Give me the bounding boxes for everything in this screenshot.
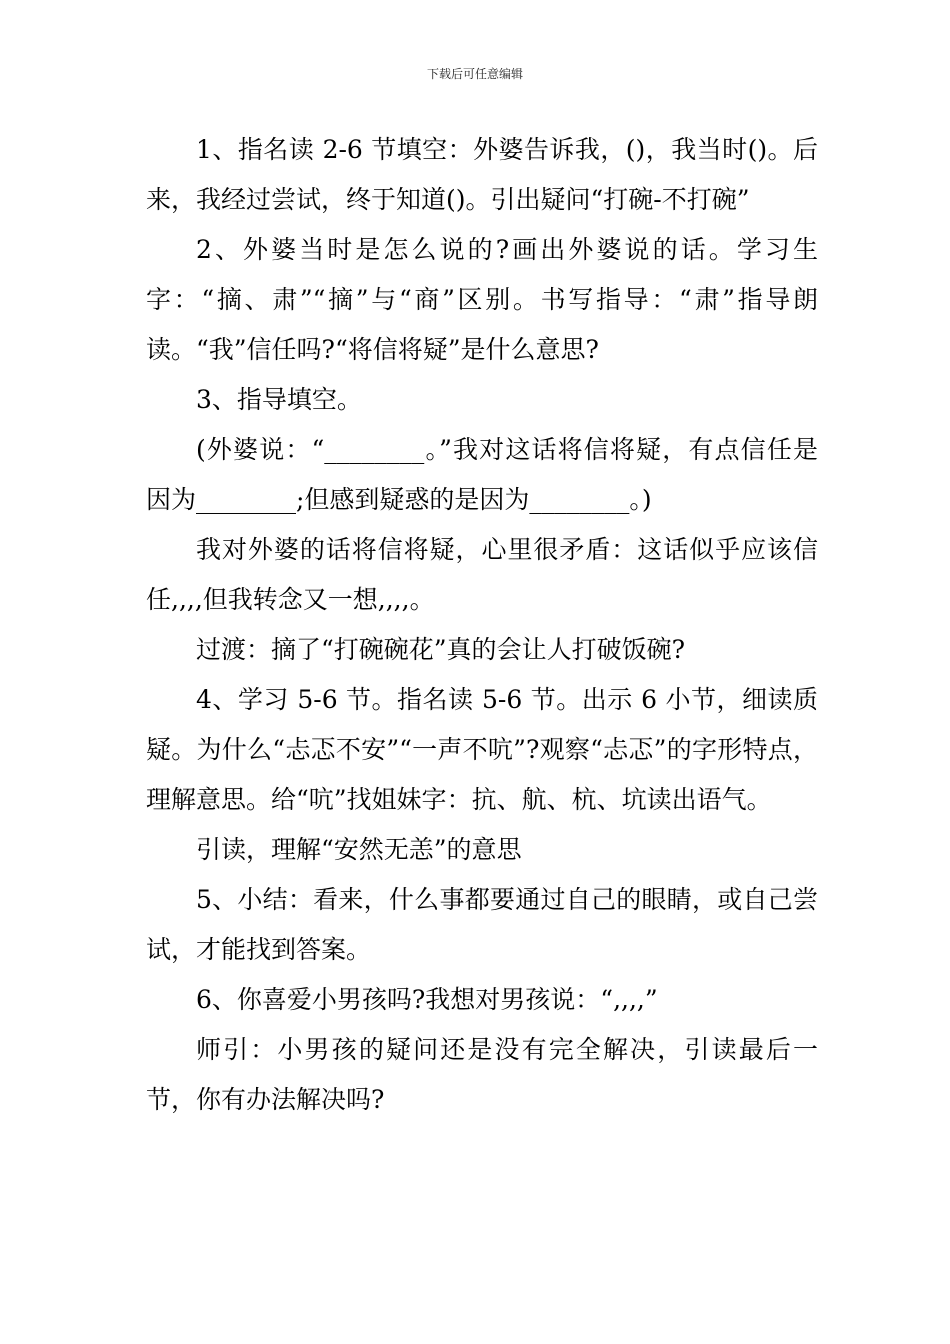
paragraph-5: 我对外婆的话将信将疑，心里很矛盾：这话似乎应该信任,,,,但我转念又一想,,,,。 [146, 535, 818, 614]
paragraph-7: 4、学习 5-6 节。指名读 5-6 节。出示 6 小节，细读质疑。为什么“忐忑不安”“一声不吭”?观察“忐忑”的字形特点，理解意思。给“吭”找姐妹字：抗、航、杭、坑读出语气。 [146, 685, 818, 814]
paragraph-9: 5、小结：看来，什么事都要通过自己的眼睛，或自己尝试，才能找到答案。 [146, 885, 818, 964]
paragraph-1: 1、指名读 2-6 节填空：外婆告诉我，()，我当时()。后来，我经过尝试，终于知道()。引出疑问“打碗-不打碗” [146, 135, 818, 214]
paragraph-3: 3、指导填空。 [196, 385, 362, 414]
document-body [146, 125, 818, 1125]
paragraph-4: (外婆说：“________。”我对这话将信将疑，有点信任是因为________;但感到疑惑的是因为________。) [146, 435, 818, 514]
paragraph-6: 过渡：摘了“打碗碗花”真的会让人打破饭碗? [196, 635, 685, 664]
paragraph-8: 引读，理解“安然无恙”的意思 [196, 835, 522, 864]
paragraph-10: 6、你喜爱小男孩吗?我想对男孩说：“,,,,” [196, 985, 658, 1014]
page-header: 下载后可任意编辑 [426, 67, 523, 81]
paragraph-2: 2、外婆当时是怎么说的?画出外婆说的话。学习生字：“摘、肃”“摘”与“商”区别。书写指导：“肃”指导朗读。“我”信任吗?“将信将疑”是什么意思? [146, 235, 818, 364]
paragraph-11: 师引：小男孩的疑问还是没有完全解决，引读最后一节，你有办法解决吗? [146, 1035, 818, 1114]
